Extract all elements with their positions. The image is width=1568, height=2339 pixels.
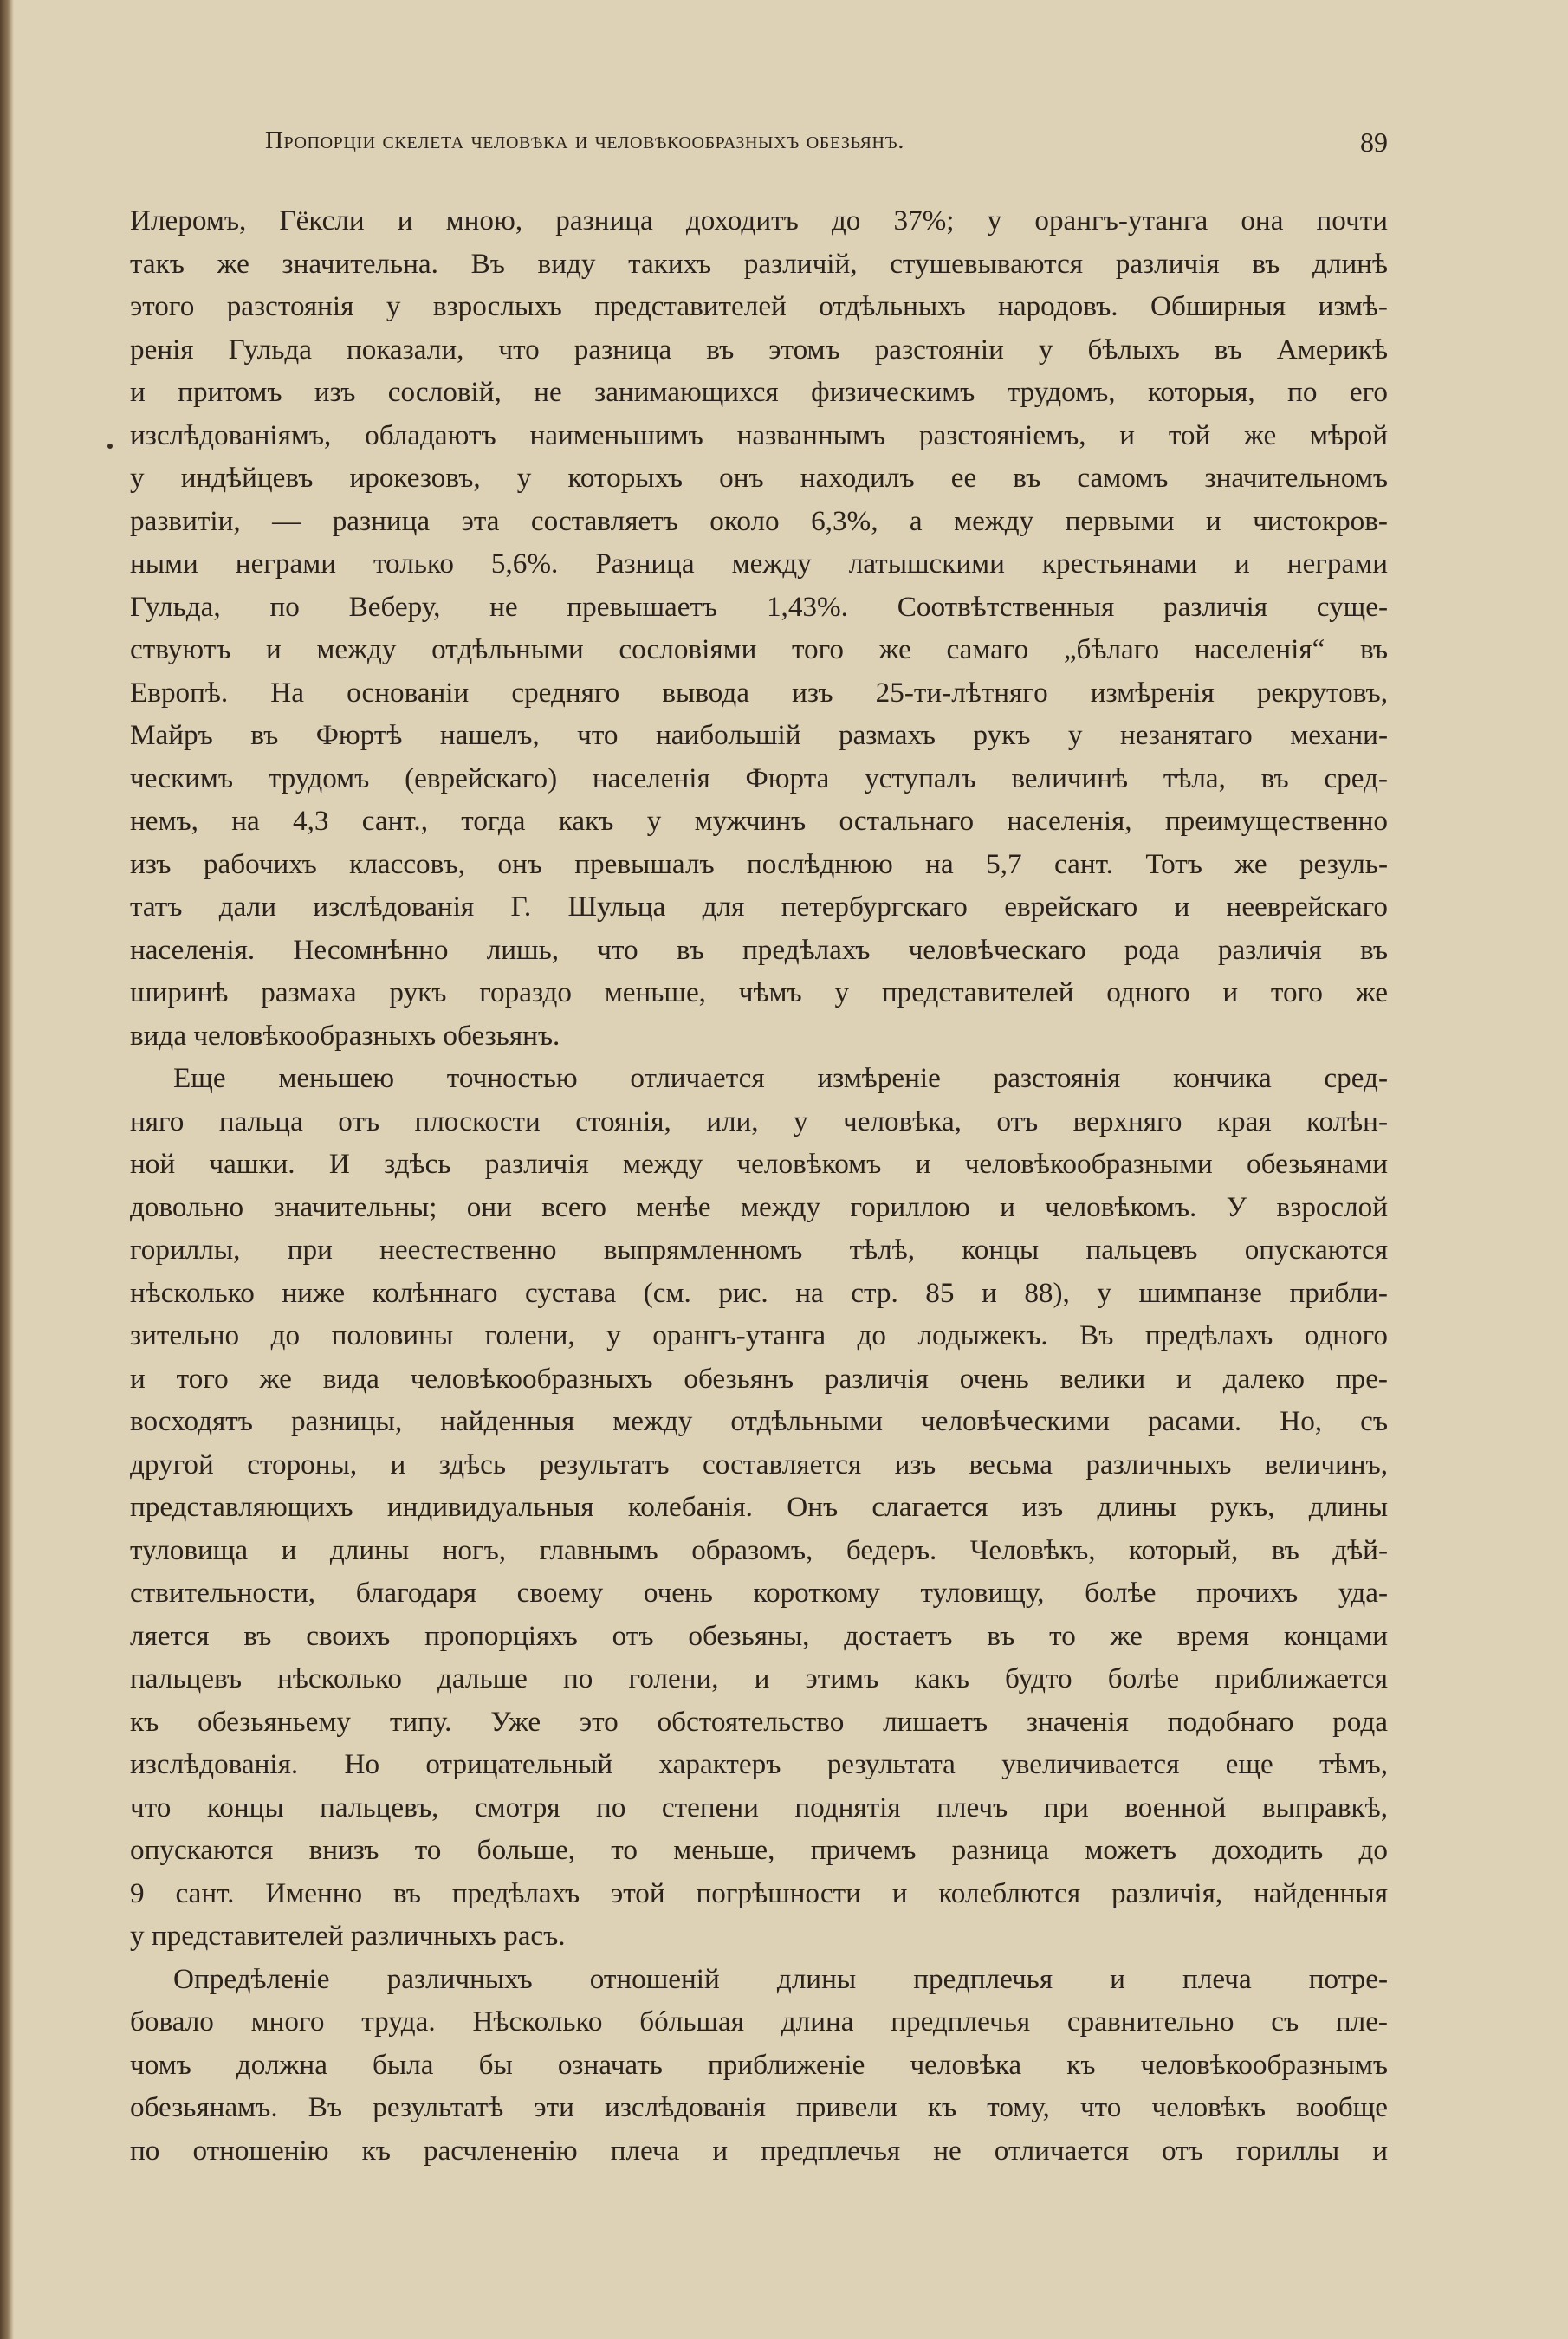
text-line: Еще меньшею точностью отличается измѣреніе разстоянія кончика сред- xyxy=(173,1062,1388,1094)
margin-mark xyxy=(107,444,113,449)
text-line: чомъ должна была бы означать приближеніе человѣка къ человѣкообразнымъ xyxy=(130,2048,1388,2081)
text-line: ческимъ трудомъ (еврейскаго) населенія Фюрта уступалъ величинѣ тѣла, въ сред- xyxy=(130,761,1388,794)
text-line: ширинѣ размаха рукъ гораздо меньше, чѣмъ у представителей одного и того же xyxy=(130,976,1388,1008)
text-line: Илеромъ, Гёксли и мною, разница доходитъ до 37%; у орангъ-утанга она почти xyxy=(130,204,1388,236)
text-line: населенія. Несомнѣнно лишь, что въ предѣлахъ человѣческаго рода различія въ xyxy=(130,933,1388,966)
text-line: ляется въ своихъ пропорціяхъ отъ обезьяны, достаетъ въ то же время концами xyxy=(130,1619,1388,1652)
text-line: бовало много труда. Нѣсколько бóльшая длина предплечья сравнительно съ пле- xyxy=(130,2005,1388,2038)
text-line: и того же вида человѣкообразныхъ обезьянъ различія очень велики и далеко пре- xyxy=(130,1362,1388,1395)
text-line: по отношенію къ расчлененію плеча и предплечья не отличается отъ гориллы и xyxy=(130,2134,1388,2167)
text-line: развитіи, — разница эта составляетъ около 6,3%, а между первыми и чистокров- xyxy=(130,504,1388,537)
text-line: изслѣдованіямъ, обладаютъ наименьшимъ названнымъ разстояніемъ, и той же мѣрой xyxy=(130,418,1388,451)
text-line: у представителей различныхъ расъ. xyxy=(130,1920,566,1952)
text-line: восходятъ разницы, найденныя между отдѣльными человѣческими расами. Но, съ xyxy=(130,1405,1388,1437)
body-text xyxy=(130,199,1388,2172)
text-line: гориллы, при неестественно выпрямленномъ тѣлѣ, концы пальцевъ опускаются xyxy=(130,1234,1388,1266)
text-line: ствуютъ и между отдѣльными сословіями того же самаго „бѣлаго населенія“ въ xyxy=(130,633,1388,665)
text-line: татъ дали изслѣдованія Г. Шульца для петербургскаго еврейскаго и нееврейскаго xyxy=(130,891,1388,923)
text-line: зительно до половины голени, у орангъ-утанга до лодыжекъ. Въ предѣлахъ одного xyxy=(130,1319,1388,1351)
text-line: представляющихъ индивидуальныя колебанія. Онъ слагается изъ длины рукъ, длины xyxy=(130,1491,1388,1523)
text-line: вида человѣкообразныхъ обезьянъ. xyxy=(130,1019,560,1052)
text-line: такъ же значительна. Въ виду такихъ различій, стушевываются различія въ длинѣ xyxy=(130,247,1388,280)
text-line: туловища и длины ногъ, главнымъ образомъ, бедеръ. Человѣкъ, который, въ дѣй- xyxy=(130,1533,1388,1566)
text-line: Европѣ. На основаніи средняго вывода изъ 25-ти-лѣтняго измѣренія рекрутовъ, xyxy=(130,676,1388,709)
text-line: къ обезьяньему типу. Уже это обстоятельство лишаетъ значенія подобнаго рода xyxy=(130,1705,1388,1738)
text-line: пальцевъ нѣсколько дальше по голени, и этимъ какъ будто болѣе приближается xyxy=(130,1662,1388,1694)
text-line: немъ, на 4,3 сант., тогда какъ у мужчинъ остальнаго населенія, преимущественно xyxy=(130,805,1388,837)
text-line: что концы пальцевъ, смотря по степени поднятія плечъ при военной выправкѣ, xyxy=(130,1791,1388,1824)
text-line: Опредѣленіе различныхъ отношеній длины предплечья и плеча потре- xyxy=(173,1962,1388,1995)
page-number: 89 xyxy=(1360,126,1388,158)
running-title: Пропорціи скелета человѣка и человѣкообразныхъ обезьянъ. xyxy=(265,126,905,154)
text-line: и притомъ изъ сословій, не занимающихся физическимъ трудомъ, которыя, по его xyxy=(130,376,1388,408)
text-line: у индѣйцевъ ирокезовъ, у которыхъ онъ находилъ ее въ самомъ значительномъ xyxy=(130,462,1388,494)
text-line: 9 сант. Именно въ предѣлахъ этой погрѣшности и колеблются различія, найденныя xyxy=(130,1876,1388,1909)
text-line: ной чашки. И здѣсь различія между человѣкомъ и человѣкообразными обезьянами xyxy=(130,1148,1388,1180)
text-line: изъ рабочихъ классовъ, онъ превышалъ послѣднюю на 5,7 сант. Тотъ же резуль- xyxy=(130,847,1388,880)
text-line: ными неграми только 5,6%. Разница между латышскими крестьянами и неграми xyxy=(130,547,1388,580)
text-line: Майръ въ Фюртѣ нашелъ, что наибольшій размахъ рукъ у незанятаго механи- xyxy=(130,719,1388,751)
text-line: Гульда, по Веберу, не превышаетъ 1,43%. Соотвѣтственныя различія суще- xyxy=(130,590,1388,623)
running-head xyxy=(265,126,1388,165)
text-line: опускаются внизъ то больше, то меньше, причемъ разница можетъ доходить до xyxy=(130,1834,1388,1866)
text-line: довольно значительны; они всего менѣе между гориллою и человѣкомъ. У взрослой xyxy=(130,1190,1388,1223)
page-binding-edge xyxy=(0,0,14,2339)
text-line: няго пальца отъ плоскости стоянія, или, у человѣка, отъ верхняго края колѣн- xyxy=(130,1105,1388,1137)
text-line: нѣсколько ниже колѣннаго сустава (см. рис. на стр. 85 и 88), у шимпанзе прибли- xyxy=(130,1276,1388,1309)
text-line: изслѣдованія. Но отрицательный характеръ результата увеличивается еще тѣмъ, xyxy=(130,1748,1388,1780)
text-line: ренія Гульда показали, что разница въ этомъ разстояніи у бѣлыхъ въ Америкѣ xyxy=(130,333,1388,366)
text-line: другой стороны, и здѣсь результатъ составляется изъ весьма различныхъ величинъ, xyxy=(130,1448,1388,1481)
text-line: обезьянамъ. Въ результатѣ эти изслѣдованія привели къ тому, что человѣкъ вообще xyxy=(130,2091,1388,2123)
text-line: ствительности, благодаря своему очень короткому туловищу, болѣе прочихъ уда- xyxy=(130,1577,1388,1609)
text-line: этого разстоянія у взрослыхъ представителей отдѣльныхъ народовъ. Обширныя измѣ- xyxy=(130,290,1388,322)
